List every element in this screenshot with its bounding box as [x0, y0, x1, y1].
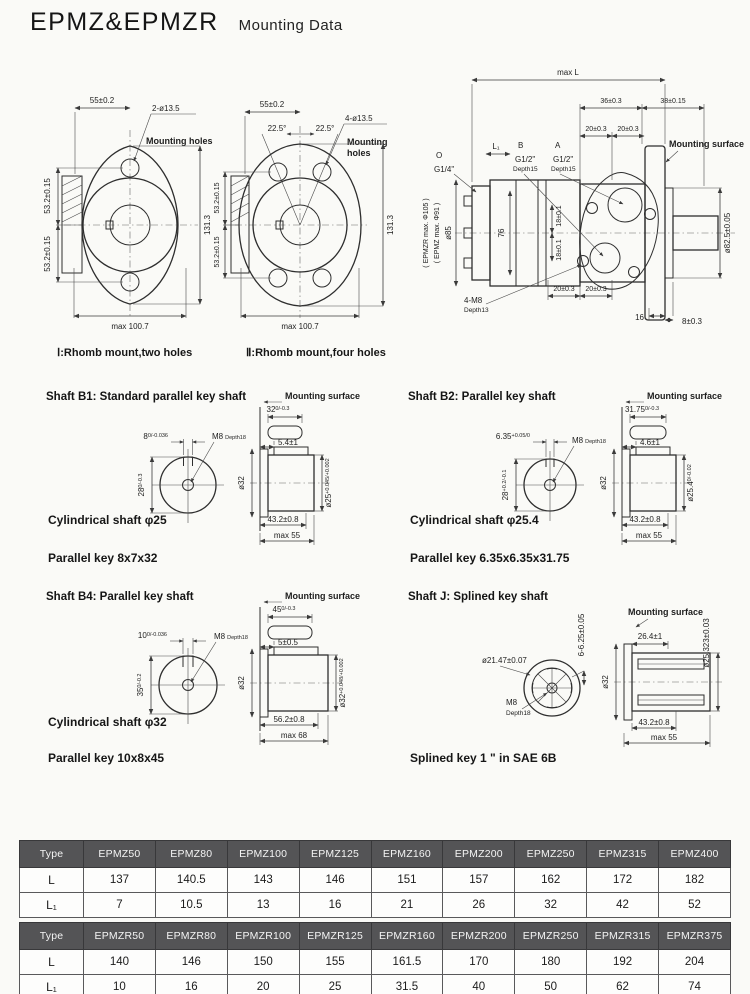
table-row	[20, 868, 731, 893]
svg-text:55±0.2: 55±0.2	[89, 96, 115, 105]
svg-text:Depth15: Depth15	[513, 166, 538, 173]
table-cell: 204	[659, 950, 731, 975]
svg-text:max 55: max 55	[650, 733, 678, 742]
svg-text:28+0.2/-0.1: $28^{+0.2/-0.1}$	[501, 469, 510, 501]
table-header-cell: EPMZR100	[227, 923, 299, 950]
dim-key-offset	[622, 438, 661, 447]
svg-text:55±0.2: 55±0.2	[259, 100, 285, 109]
page-header	[30, 8, 343, 37]
table-cell: 50	[515, 975, 587, 994]
table-cell: 52	[659, 893, 731, 918]
table-header-cell: EPMZR50	[84, 923, 156, 950]
dim-26	[632, 632, 668, 649]
dim-left	[214, 172, 271, 278]
flange-face-view	[578, 173, 659, 290]
svg-text:350/-0.2: $35^{0/-0.2}$	[136, 673, 145, 697]
svg-text:ø25.323±0.03: ø25.323±0.03	[702, 618, 711, 668]
dims-length	[622, 513, 676, 545]
svg-text:450/-0.3: $45^{0/-0.3}$	[272, 605, 296, 614]
shaft-end-view	[152, 449, 224, 523]
table-header-cell: EPMZR160	[371, 923, 443, 950]
table-cell: 192	[587, 950, 659, 975]
table-row	[20, 950, 731, 975]
table-cell: 161.5	[371, 950, 443, 975]
svg-text:53.2±0.15: 53.2±0.15	[214, 182, 221, 214]
table-cell: 143	[227, 868, 299, 893]
key-top-view	[625, 405, 666, 439]
svg-text:20±0.3: 20±0.3	[585, 286, 607, 293]
svg-text:A: A	[555, 141, 561, 150]
svg-text:26.4±1: 26.4±1	[637, 632, 663, 641]
table-cell: 137	[84, 868, 156, 893]
dim-tooth	[572, 613, 586, 685]
table-cell: 16	[299, 893, 371, 918]
shaft-b1-section	[38, 383, 400, 585]
dim-key-width	[143, 432, 205, 455]
svg-text:Mounting holes: Mounting holes	[146, 136, 213, 146]
table-cell: 10.5	[155, 893, 227, 918]
svg-text:2-ø13.5: 2-ø13.5	[152, 104, 180, 113]
dim-shaft-dia	[676, 455, 695, 511]
svg-text:holes: holes	[347, 148, 371, 158]
svg-text:( EPMZ max. Φ91 ): ( EPMZ max. Φ91 )	[434, 202, 441, 264]
epmzr-table	[19, 922, 731, 994]
svg-text:38±0.15: 38±0.15	[660, 98, 686, 105]
table-row	[20, 893, 731, 918]
svg-text:M8Depth18: M8 Depth18	[214, 632, 248, 641]
caption-four-hole: Ⅱ:Rhomb mount,four holes	[246, 347, 386, 359]
dim-key-offset	[260, 438, 299, 447]
shaft-b2-heading: Shaft B2: Parallel key shaft	[408, 391, 556, 403]
mounting-surface-label: Mounting surface	[285, 591, 361, 601]
shaft-side-view	[612, 447, 692, 517]
table-cell: 26	[443, 893, 515, 918]
svg-text:L₁: L₁	[492, 142, 500, 151]
dim-max-l	[472, 68, 665, 182]
svg-text:max 55: max 55	[273, 531, 301, 540]
table-header-cell: EPMZ50	[84, 841, 156, 868]
svg-text:max 68: max 68	[280, 731, 308, 740]
table-cell: 151	[371, 868, 443, 893]
table-header-cell: EPMZ80	[155, 841, 227, 868]
svg-text:43.2±0.8: 43.2±0.8	[629, 515, 661, 524]
svg-text:8±0.3: 8±0.3	[682, 317, 702, 326]
svg-text:320/-0.3: $32^{0/-0.3}$	[266, 405, 290, 414]
page-subtitle: Mounting Data	[238, 17, 343, 34]
svg-text:ø21.47±0.07: ø21.47±0.07	[482, 656, 527, 665]
svg-text:280/-0.3: $28^{0/-0.3}$	[137, 473, 146, 497]
mounting-surface-label	[666, 139, 744, 162]
side-view-drawing	[420, 58, 745, 348]
four-hole-mount-drawing	[215, 68, 420, 340]
svg-text:80/-0.036: $8^{0/-0.036}$	[143, 432, 168, 441]
shaft-b2-caption-1: Cylindrical shaft φ25.4	[410, 513, 539, 527]
table-header-cell: EPMZR125	[299, 923, 371, 950]
table-cell: 40	[443, 975, 515, 994]
table-header-cell: EPMZR375	[659, 923, 731, 950]
svg-text:B: B	[518, 141, 524, 150]
row-label-cell: L₁	[20, 893, 84, 918]
svg-text:53.2±0.15: 53.2±0.15	[214, 236, 221, 268]
dim-width-top	[245, 100, 300, 174]
dim-pilot-dia	[601, 644, 616, 720]
svg-text:31.750/-0.3: $31.75^{0/-0.3}$	[624, 405, 660, 414]
svg-text:22.5°: 22.5°	[315, 124, 335, 133]
shaft-b1-heading: Shaft B1: Standard parallel key shaft	[46, 391, 247, 403]
shaft-b4-section	[38, 583, 400, 785]
svg-text:ø32: ø32	[237, 476, 246, 490]
svg-text:18±0.1: 18±0.1	[556, 239, 563, 261]
dim-pilot-dia	[599, 449, 614, 517]
key-top-view	[268, 605, 312, 639]
table-header-cell: EPMZR250	[515, 923, 587, 950]
two-hole-mount-drawing	[30, 68, 230, 340]
svg-text:max 55: max 55	[635, 531, 663, 540]
dim-spline-dia	[482, 656, 530, 675]
svg-text:O: O	[436, 151, 443, 160]
svg-text:G1/4": G1/4"	[434, 165, 455, 174]
spline-end-view	[524, 660, 580, 716]
dimension-tables	[19, 840, 731, 994]
dims-length	[260, 713, 328, 745]
svg-text:20±0.3: 20±0.3	[553, 286, 575, 293]
table-cell: 13	[227, 893, 299, 918]
svg-text:100/-0.036: $10^{0/-0.036}$	[137, 631, 167, 640]
svg-text:18±0.1: 18±0.1	[556, 205, 563, 227]
mounting-hole-bl	[269, 269, 287, 287]
table-cell: 32	[515, 893, 587, 918]
svg-text:36±0.3: 36±0.3	[600, 98, 622, 105]
svg-text:4-ø13.5: 4-ø13.5	[345, 114, 373, 123]
shaft-side-view	[250, 447, 330, 517]
table-header-cell: Type	[20, 841, 84, 868]
table-cell: 155	[299, 950, 371, 975]
svg-text:M8: M8	[506, 698, 518, 707]
svg-text:G1/2": G1/2"	[553, 155, 574, 164]
dim-pilot-dia	[237, 449, 252, 517]
dims-length	[624, 711, 710, 747]
table-header-cell: EPMZR80	[155, 923, 227, 950]
table-cell: 16	[155, 975, 227, 994]
svg-text:Mounting surface: Mounting surface	[669, 139, 745, 149]
row-label-cell: L	[20, 950, 84, 975]
svg-text:16: 16	[635, 313, 644, 322]
svg-text:ø32: ø32	[237, 676, 246, 690]
dims-bottom	[464, 265, 703, 326]
table-cell: 21	[371, 893, 443, 918]
svg-text:ø32: ø32	[599, 476, 608, 490]
svg-text:5.4±1: 5.4±1	[278, 438, 298, 447]
dim-width-top	[75, 96, 130, 174]
shaft-b1-caption-1: Cylindrical shaft φ25	[48, 513, 167, 527]
svg-text:ø32: ø32	[601, 675, 610, 689]
caption-two-hole: Ⅰ:Rhomb mount,two holes	[57, 347, 193, 359]
svg-text:131.3: 131.3	[203, 214, 212, 236]
page-title: EPMZ&EPMZR	[30, 8, 219, 36]
svg-text:ø85: ø85	[444, 226, 453, 240]
table-cell: 150	[227, 950, 299, 975]
shaft-b4-caption-2: Parallel key 10x8x45	[48, 751, 165, 765]
shaft-end-view	[151, 648, 225, 724]
table-cell: 170	[443, 950, 515, 975]
dims-length	[260, 513, 314, 545]
svg-text:22.5°: 22.5°	[267, 124, 287, 133]
table-cell: 25	[299, 975, 371, 994]
mounting-surface-label: Mounting surface	[628, 607, 704, 617]
table-cell: 74	[659, 975, 731, 994]
key-top-view	[267, 405, 302, 439]
dim-height	[303, 144, 395, 306]
svg-text:ø82.5±0.05: ø82.5±0.05	[723, 212, 732, 254]
svg-text:20±0.3: 20±0.3	[585, 126, 607, 133]
table-cell: 62	[587, 975, 659, 994]
port-labels	[434, 141, 623, 256]
shaft-j-section	[400, 583, 750, 785]
svg-text:Mounting: Mounting	[347, 137, 388, 147]
svg-text:G1/2": G1/2"	[515, 155, 536, 164]
mounting-surface-label: Mounting surface	[647, 391, 723, 401]
table-header-cell: EPMZ250	[515, 841, 587, 868]
svg-text:Depth18: Depth18	[506, 710, 531, 717]
shaft-b4-caption-1: Cylindrical shaft φ32	[48, 715, 167, 729]
row-label-cell: L₁	[20, 975, 84, 994]
mounting-hole-br	[313, 269, 331, 287]
table-cell: 182	[659, 868, 731, 893]
pilot-circle	[110, 205, 150, 245]
svg-text:M8Depth18: M8 Depth18	[572, 436, 606, 445]
svg-text:6-6.25±0.05: 6-6.25±0.05	[577, 613, 586, 657]
table-header-cell: EPMZ315	[587, 841, 659, 868]
svg-text:5±0.5: 5±0.5	[278, 638, 298, 647]
svg-text:ø25+0.045/+0.002: $ø25^{+0.045/+0.002}$	[324, 458, 333, 508]
svg-text:M8Depth18: M8 Depth18	[212, 432, 246, 441]
svg-text:max 100.7: max 100.7	[111, 322, 149, 331]
dim-angles	[268, 124, 335, 134]
epmz-table	[19, 840, 731, 918]
svg-text:Depth13: Depth13	[464, 307, 489, 314]
svg-text:4-M8: 4-M8	[464, 296, 483, 305]
table-header-cell: EPMZR200	[443, 923, 515, 950]
shaft-b2-section	[400, 383, 750, 585]
table-cell: 157	[443, 868, 515, 893]
svg-text:max L: max L	[557, 68, 579, 77]
svg-text:76: 76	[497, 228, 506, 238]
shaft-b2-caption-2: Parallel key 6.35x6.35x31.75	[410, 551, 570, 565]
table-cell: 162	[515, 868, 587, 893]
svg-text:ø25.40/-0.02: $ø25.4^{0/-0.02}$	[686, 464, 695, 502]
table-cell: 7	[84, 893, 156, 918]
table-header-cell: EPMZ125	[299, 841, 371, 868]
svg-text:ø32+0.048/+0.002: $ø32^{+0.048/+0.002}$	[338, 658, 347, 708]
table-header-row	[20, 923, 731, 950]
table-cell: 140.5	[155, 868, 227, 893]
table-cell: 180	[515, 950, 587, 975]
svg-text:( EPMZR max. Φ105 ): ( EPMZR max. Φ105 )	[423, 198, 430, 268]
leader-m8	[191, 432, 246, 482]
table-cell: 20	[227, 975, 299, 994]
dim-spline-od	[702, 618, 720, 711]
table-cell: 146	[155, 950, 227, 975]
table-row	[20, 975, 731, 994]
shaft-j-caption: Splined key 1 " in SAE 6B	[410, 751, 557, 765]
table-header-cell: Type	[20, 923, 84, 950]
table-cell: 146	[299, 868, 371, 893]
svg-text:20±0.3: 20±0.3	[617, 126, 639, 133]
dim-key-width	[496, 432, 567, 457]
table-header-cell: EPMZR315	[587, 923, 659, 950]
table-cell: 31.5	[371, 975, 443, 994]
dim-key-width	[138, 631, 206, 654]
leader-holes	[326, 114, 387, 165]
svg-text:max 100.7: max 100.7	[281, 322, 319, 331]
bracket-section	[62, 176, 82, 273]
shaft-side-view	[250, 647, 342, 717]
svg-text:4.6±1: 4.6±1	[640, 438, 660, 447]
table-header-cell: EPMZ400	[659, 841, 731, 868]
svg-text:53.2±0.15: 53.2±0.15	[43, 236, 52, 272]
table-cell: 172	[587, 868, 659, 893]
dim-pilot-dia	[237, 649, 252, 717]
table-cell: 10	[84, 975, 156, 994]
table-header-cell: EPMZ160	[371, 841, 443, 868]
svg-text:53.2±0.15: 53.2±0.15	[43, 178, 52, 214]
shaft-end-view	[516, 451, 584, 521]
bracket-section	[231, 176, 249, 273]
table-header-cell: EPMZ100	[227, 841, 299, 868]
dim-key-offset	[260, 638, 299, 647]
table-header-row	[20, 841, 731, 868]
leader-m8	[553, 436, 606, 482]
table-cell: 140	[84, 950, 156, 975]
table-header-cell: EPMZ200	[443, 841, 515, 868]
svg-text:Depth15: Depth15	[551, 166, 576, 173]
mounting-surface-label: Mounting surface	[285, 391, 361, 401]
row-label-cell: L	[20, 868, 84, 893]
leader-m8	[191, 632, 248, 682]
shaft-b1-caption-2: Parallel key 8x7x32	[48, 551, 158, 565]
svg-text:56.2±0.8: 56.2±0.8	[273, 715, 305, 724]
svg-text:43.2±0.8: 43.2±0.8	[267, 515, 299, 524]
table-cell: 42	[587, 893, 659, 918]
svg-text:6.35+0.05/0: $6.35^{+0.05/0}$	[495, 432, 530, 441]
svg-text:131.3: 131.3	[386, 214, 395, 236]
svg-text:43.2±0.8: 43.2±0.8	[638, 718, 670, 727]
shaft-j-heading: Shaft J: Splined key shaft	[408, 591, 548, 603]
shaft-b4-heading: Shaft B4: Parallel key shaft	[46, 591, 194, 603]
